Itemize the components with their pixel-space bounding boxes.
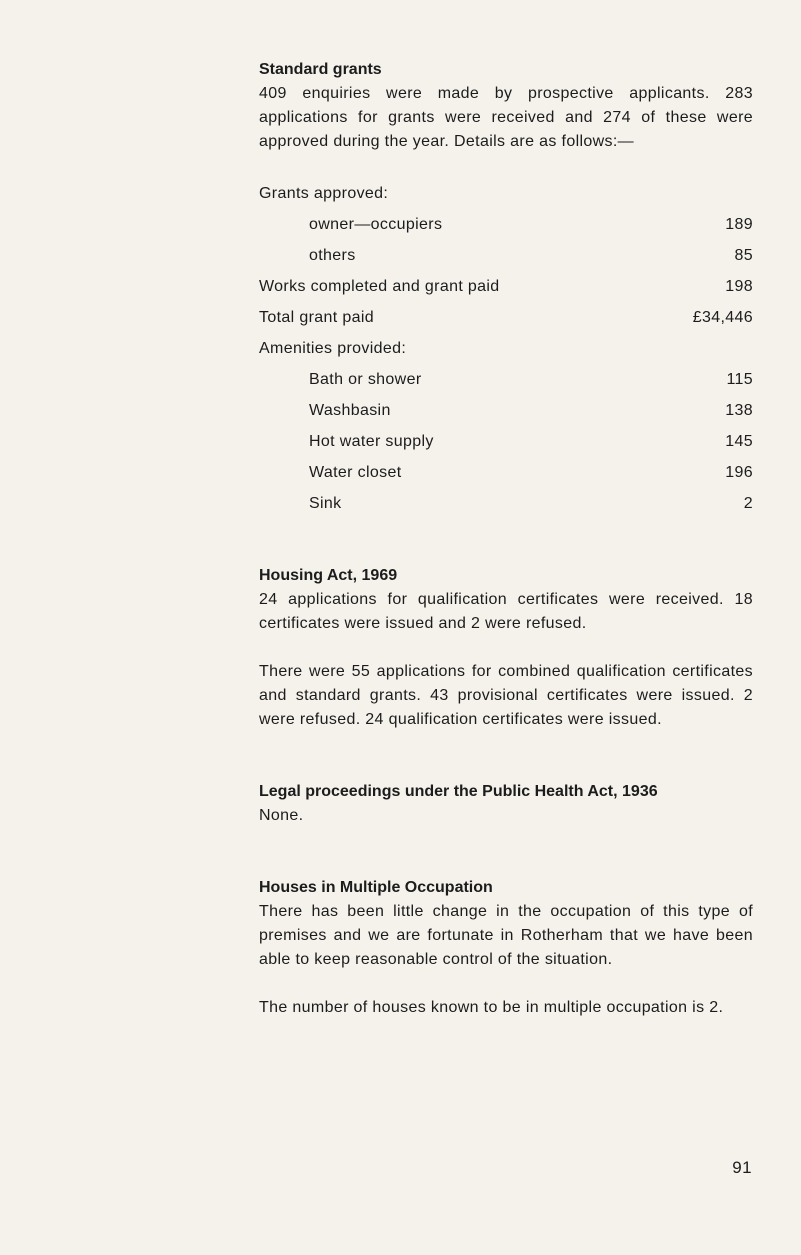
multiple-occupation-para-1: There has been little change in the occupation of this type of premises and we are fortunate in Rotherham that we have been able to keep reasonable control of the situation. (259, 903, 753, 968)
row-value: 115 (726, 371, 753, 388)
table-row (259, 426, 753, 457)
row-label: Amenities provided: (259, 340, 407, 357)
row-label: Water closet (309, 464, 402, 481)
row-label: Works completed and grant paid (259, 278, 500, 295)
row-value: 189 (725, 216, 753, 233)
row-value: £34,446 (692, 309, 753, 326)
row-label: Grants approved: (259, 185, 389, 202)
multiple-occupation-para-2: The number of houses known to be in multiple occupation is 2. (259, 999, 724, 1016)
document-page (259, 58, 753, 1020)
row-value: 198 (725, 278, 753, 295)
housing-act-para-2: There were 55 applications for combined qualification certificates and standard grants. 43 provisional certificates were issued. 2 were refused. 24 qualification certificates were issued. (259, 663, 753, 728)
row-value: 145 (725, 433, 753, 450)
row-value: 85 (734, 247, 753, 264)
table-row (259, 271, 753, 302)
row-label: others (309, 247, 356, 264)
legal-heading: Legal proceedings under the Public Health Act, 1936 (259, 783, 658, 800)
table-row (259, 209, 753, 240)
row-value: 138 (725, 402, 753, 419)
row-label: owner—occupiers (309, 216, 443, 233)
table-row (259, 488, 753, 519)
housing-act-heading: Housing Act, 1969 (259, 567, 398, 584)
row-value: 196 (725, 464, 753, 481)
row-label: Bath or shower (309, 371, 422, 388)
housing-act-para-1: 24 applications for qualification certificates were received. 18 certificates were issued and 2 were refused. (259, 591, 753, 632)
row-label: Sink (309, 495, 342, 512)
table-row (259, 178, 753, 209)
row-label: Total grant paid (259, 309, 375, 326)
legal-text: None. (259, 807, 304, 824)
grants-table (259, 178, 753, 519)
table-row (259, 302, 753, 333)
page-number: 91 (732, 1158, 752, 1177)
standard-grants-heading: Standard grants (259, 61, 382, 78)
table-row (259, 395, 753, 426)
multiple-occupation-section (259, 852, 753, 1020)
row-label: Washbasin (309, 402, 391, 419)
table-row (259, 333, 753, 364)
row-label: Hot water supply (309, 433, 434, 450)
table-row (259, 364, 753, 395)
housing-act-section (259, 564, 753, 732)
row-value: 2 (743, 495, 753, 512)
table-row (259, 457, 753, 488)
multiple-occupation-heading: Houses in Multiple Occupation (259, 879, 493, 896)
table-row (259, 240, 753, 271)
standard-grants-intro: 409 enquiries were made by prospective applicants. 283 applications for grants were received and 274 of these were approved during the year. Details are as follows:— (259, 85, 753, 150)
legal-section (259, 756, 753, 828)
